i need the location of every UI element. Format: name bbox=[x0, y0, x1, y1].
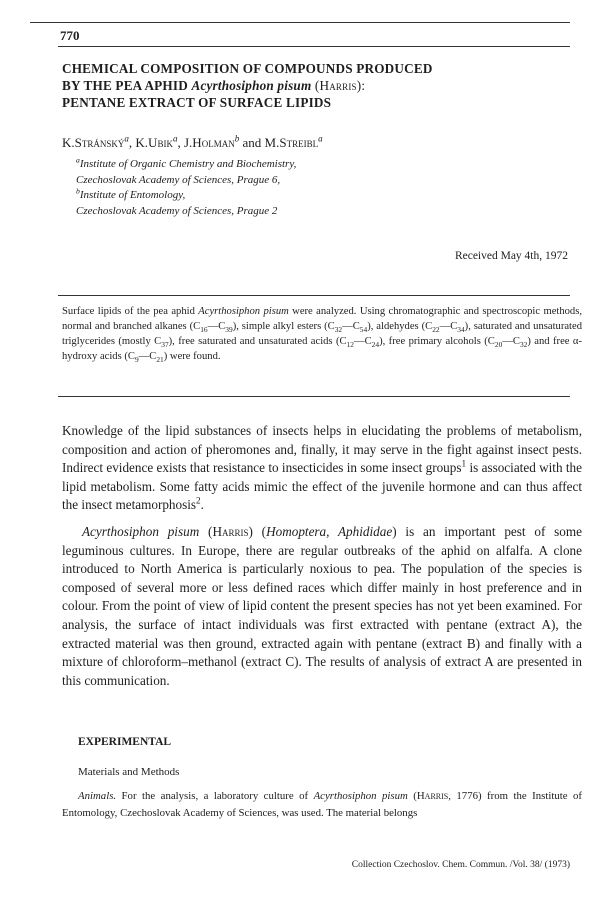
author: K.Ubik$^a$, bbox=[135, 133, 184, 150]
affiliations bbox=[76, 157, 296, 219]
animals-paragraph: Animals. For the analysis, a laboratory culture of Acyrthosiphon pisum (Harris, 1776) from the Institute of Entomology, Czechoslovak Academy of Sciences, was used. The material belongs bbox=[62, 790, 582, 819]
subsection-heading-materials: Materials and Methods bbox=[78, 766, 180, 778]
author: J.Holman$^b$ and bbox=[184, 133, 265, 150]
received-date: Received May 4th, 1972 bbox=[454, 250, 568, 262]
affiliation-a-line-2: Czechoslovak Academy of Sciences, Prague 6, bbox=[76, 173, 281, 186]
title-species: Acyrthosiphon pisum bbox=[191, 78, 312, 93]
intro-paragraph-1: Knowledge of the lipid substances of insects helps in elucidating the problems of metabolism, composition and action of pheromones and, finally, it may serve in the fight against insect pests. Indirect evidence exists that resistance to insecticides in some insect groups$^1$ is associated with the lipid metabolism. Some fatty acids mimic the effect of the juvenile hormone and can thus affect the insect metamorphosis$^2$. bbox=[62, 423, 583, 513]
introduction bbox=[62, 422, 582, 690]
affiliation-a-line-1: $^a$Institute of Organic Chemistry and Biochemistry, bbox=[76, 155, 297, 170]
header-rule bbox=[58, 46, 570, 47]
title-line-1: CHEMICAL COMPOSITION OF COMPOUNDS PRODUCED bbox=[62, 61, 433, 76]
author: K.Stránský$^a$, bbox=[62, 133, 136, 150]
abstract-top-rule bbox=[58, 295, 570, 296]
author: M.Streibl$^a$ bbox=[264, 133, 323, 150]
journal-footer: Collection Czechoslov. Chem. Commun. /Vol. 38/ (1973) bbox=[351, 860, 570, 870]
page-number: 770 bbox=[60, 28, 80, 43]
affiliation-b-line-2: Czechoslovak Academy of Sciences, Prague 2 bbox=[76, 204, 278, 217]
top-rule bbox=[30, 22, 570, 23]
reference-2: 2 bbox=[196, 495, 201, 506]
affiliation-b-line-1: $^b$Institute of Entomology, bbox=[76, 186, 186, 201]
abstract: Surface lipids of the pea aphid Acyrthosiphon pisum were analyzed. Using chromatographic and spectroscopic methods, normal and branched alkanes $(C_{16}—C_{39})$, simple alkyl esters $(C_{32}—C_{54})$, aldehydes $(C_{22}—C_{34})$, saturated and unsaturated triglycerides (mostly $C_{37}$), free saturated and unsaturated acids $(C_{12}—C_{24})$, free primary alcohols $(C_{20}—C_{32})$ and free α-hydroxy acids $(C_9—C_{21})$ were found. bbox=[62, 306, 582, 365]
intro-paragraph-2: Acyrthosiphon pisum (Harris) (Homoptera, Aphididae) is an important pest of some leguminous cultures. In Europe, there are regular outbreaks of the aphid on alfalfa. A clone introduced to North America is particularly noxious to pea. The population of the species is composed of several more or less defined races which differ mainly in host preference and in colour. From the point of view of lipid content the present species has not yet been examined. For analysis, the surface of intact individuals was first extracted with pentane (extract A), the extracted material was then ground, extracted again with pentane (extract B) and finally with a mixture of chloroform–methanol (extract C). The results of analysis of extract A are presented in this communication. bbox=[62, 523, 582, 688]
reference-1: 1 bbox=[461, 458, 467, 469]
author-list bbox=[62, 135, 323, 151]
article-title bbox=[62, 60, 562, 111]
title-line-3: PENTANE EXTRACT OF SURFACE LIPIDS bbox=[62, 95, 332, 110]
section-heading-experimental: EXPERIMENTAL bbox=[78, 736, 172, 748]
abstract-bottom-rule bbox=[58, 396, 570, 397]
title-line-2: BY THE PEA APHID Acyrthosiphon pisum (Harris): bbox=[62, 78, 366, 93]
